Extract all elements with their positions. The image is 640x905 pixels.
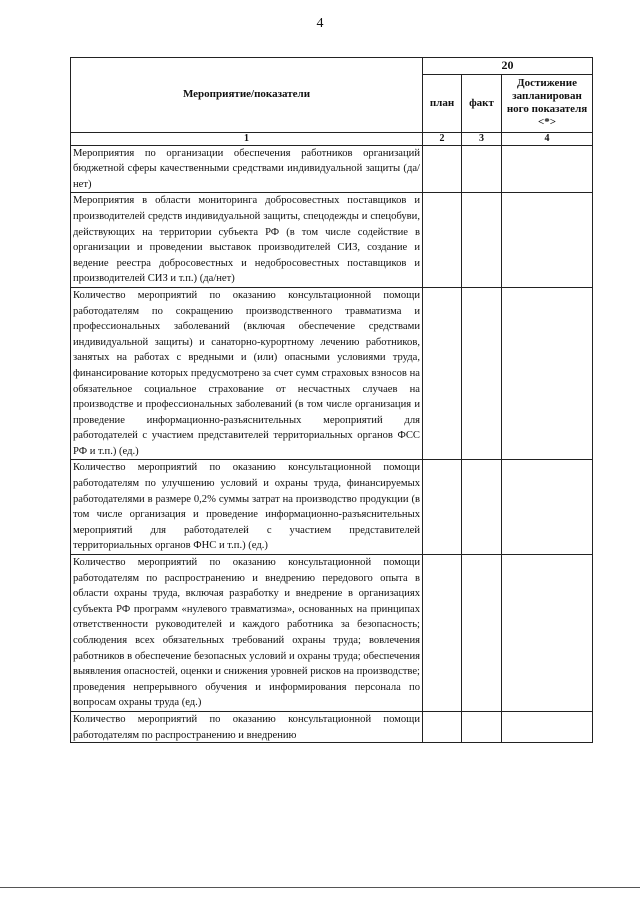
- plan-header: план: [423, 74, 462, 132]
- plan-cell: [423, 711, 462, 742]
- fact-cell: [462, 460, 502, 555]
- table-row: [71, 193, 593, 288]
- column-number: 4: [502, 132, 593, 145]
- achievement-header: Достижение запланирован ного показателя <*>: [502, 74, 593, 132]
- achievement-cell: [502, 145, 593, 193]
- fact-cell: [462, 193, 502, 288]
- fact-header: факт: [462, 74, 502, 132]
- plan-cell: [423, 287, 462, 460]
- row-description: Количество мероприятий по оказанию консультационной помощи работодателям по распространению и внедрению передового опыта в области охраны труда, включая разработку и внедрение в организациях субъекта РФ программ «нулевого травматизма», основанных на принципах ответственности руководителей и каждого работника за безопасность; соблюдения всех обязательных требований охраны труда; вовлечения работников в обеспечение безопасных условий и охраны труда; обеспечения выявления опасностей, оценки и снижения уровней рисков на производстве; проведения непрерывного обучения и информирования персонала по вопросам охраны труда (ед.): [71, 555, 423, 712]
- achievement-cell: [502, 193, 593, 288]
- plan-cell: [423, 460, 462, 555]
- achievement-cell: [502, 555, 593, 712]
- row-description: Количество мероприятий по оказанию консультационной помощи работодателям по распространению и внедрению: [73, 713, 420, 741]
- plan-cell: [423, 193, 462, 288]
- header-row-year: [71, 58, 593, 75]
- year-header: 20: [423, 58, 593, 75]
- table-row: [71, 711, 593, 742]
- fact-cell: [462, 711, 502, 742]
- table-row: [71, 145, 593, 193]
- row-description-cell: [71, 711, 423, 742]
- row-description: Мероприятия в области мониторинга добросовестных поставщиков и производителей средств индивидуальной защиты, спецодежды и спецобуви, действующих на территории субъекта РФ (в том числе содействие в организации и проведении выставок производителей СИЗ, создание и ведение реестра добросовестных и недобросовестных поставщиков и производителей СИЗ и т.п.) (да/нет): [71, 193, 423, 288]
- achievement-cell: [502, 711, 593, 742]
- page-number: 4: [316, 16, 324, 31]
- table-row: [71, 555, 593, 712]
- fact-cell: [462, 145, 502, 193]
- plan-cell: [423, 145, 462, 193]
- page-bottom-edge: [0, 887, 640, 888]
- achievement-cell: [502, 287, 593, 460]
- activity-header: Мероприятие/показатели: [71, 58, 423, 133]
- column-number-row: [71, 132, 593, 145]
- column-number: 3: [462, 132, 502, 145]
- column-number: 1: [71, 132, 423, 145]
- row-description: Мероприятия по организации обеспечения работников организаций бюджетной сферы качественными средствами индивидуальной защиты (да/нет): [71, 145, 423, 193]
- plan-cell: [423, 555, 462, 712]
- column-number: 2: [423, 132, 462, 145]
- fact-cell: [462, 287, 502, 460]
- table-row: [71, 460, 593, 555]
- fact-cell: [462, 555, 502, 712]
- achievement-cell: [502, 460, 593, 555]
- row-description: Количество мероприятий по оказанию консультационной помощи работодателям по сокращению производственного травматизма и профессиональных заболеваний (включая обеспечение средствами индивидуальной защиты) и санаторно-курортному лечению работников, занятых на работах с вредными и (или) опасными условиями труда, финансирование которых предусмотрено за счет сумм страховых взносов на обязательное социальное страхование от несчастных случаев на производстве и профессиональных заболеваний (в том числе организация и проведение информационно-разъяснительных мероприятий для работодателей с участием представителей территориальных органов ФСС РФ и т.п.) (ед.): [71, 287, 423, 460]
- indicators-table: [70, 57, 593, 743]
- table-row: [71, 287, 593, 460]
- row-description: Количество мероприятий по оказанию консультационной помощи работодателям по улучшению условий и охраны труда, финансируемых работодателями в размере 0,2% суммы затрат на производство продукции (в том числе организация и проведение информационно-разъяснительных мероприятий для работодателей с участием представителей территориальных органов ФНС и т.п.) (ед.): [71, 460, 423, 555]
